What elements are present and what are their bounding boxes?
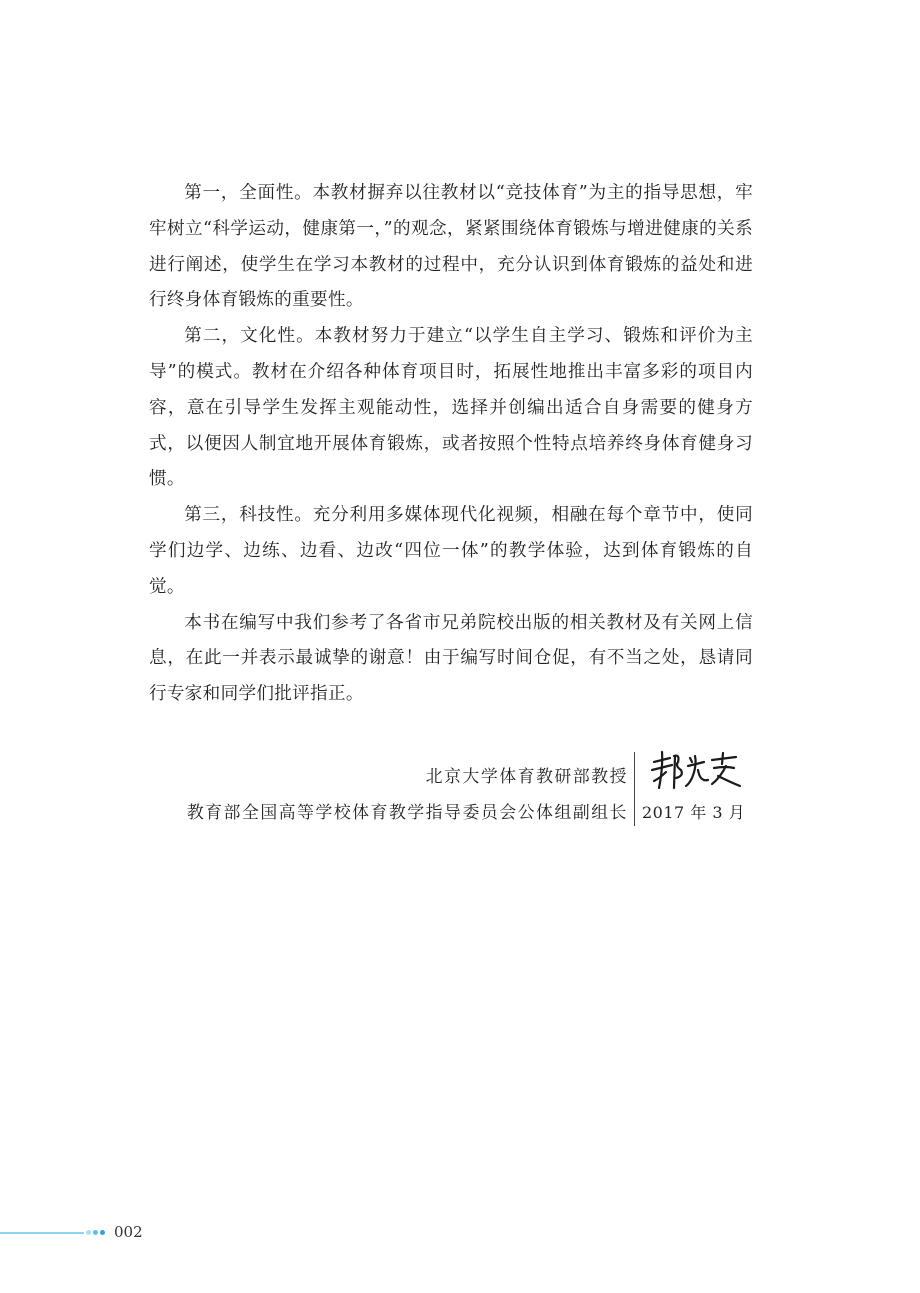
page-number: 002 bbox=[114, 1223, 143, 1241]
footer-dot bbox=[86, 1230, 91, 1235]
paragraph-technology: 第三，科技性。充分利用多媒体现代化视频，相融在每个章节中，使同学们边学、边练、边看、边改“四位一体”的教学体验，达到体育锻炼的自觉。 bbox=[149, 505, 753, 597]
footer-accent-line bbox=[0, 1232, 84, 1234]
author-title-line-2: 教育部全国高等学校体育教学指导委员会公体组副组长 bbox=[186, 802, 628, 822]
preface-body bbox=[149, 176, 753, 713]
paragraph-acknowledgement: 本书在编写中我们参考了各省市兄弟院校出版的相关教材及有关网上信息，在此一并表示最诚挚的谢意！由于编写时间仓促，有不当之处，恳请同行专家和同学们批评指正。 bbox=[149, 612, 753, 705]
paragraph-comprehensiveness: 第一，全面性。本教材摒弃以往教材以“竞技体育”为主的指导思想，牢牢树立“科学运动，健康第一，”的观念，紧紧围绕体育锻炼与增进健康的关系进行阐述，使学生在学习本教材的过程中，充分认识到体育锻炼的益处和进行终身体育锻炼的重要性。 bbox=[149, 183, 753, 311]
signature-date: 2017 年 3 月 bbox=[642, 803, 746, 822]
footer-dots-icon bbox=[86, 1229, 108, 1237]
footer-dot bbox=[100, 1230, 105, 1235]
author-titles bbox=[187, 758, 628, 830]
signature-divider bbox=[634, 752, 635, 826]
paragraph-culture: 第二，文化性。本教材努力于建立“以学生自主学习、锻炼和评价为主导”的模式。教材在介绍各种体育项目时，拓展性地推出丰富多彩的项目内容，意在引导学生发挥主观能动性，选择并创编出适合自身需要的健身方式，以便因人制宜地开展体育锻炼，或者按照个性特点培养终身体育健身习惯。 bbox=[149, 326, 753, 490]
author-title-line-1: 北京大学体育教研部教授 bbox=[425, 766, 628, 786]
handwritten-signature bbox=[648, 748, 744, 792]
footer-dot bbox=[93, 1230, 98, 1235]
